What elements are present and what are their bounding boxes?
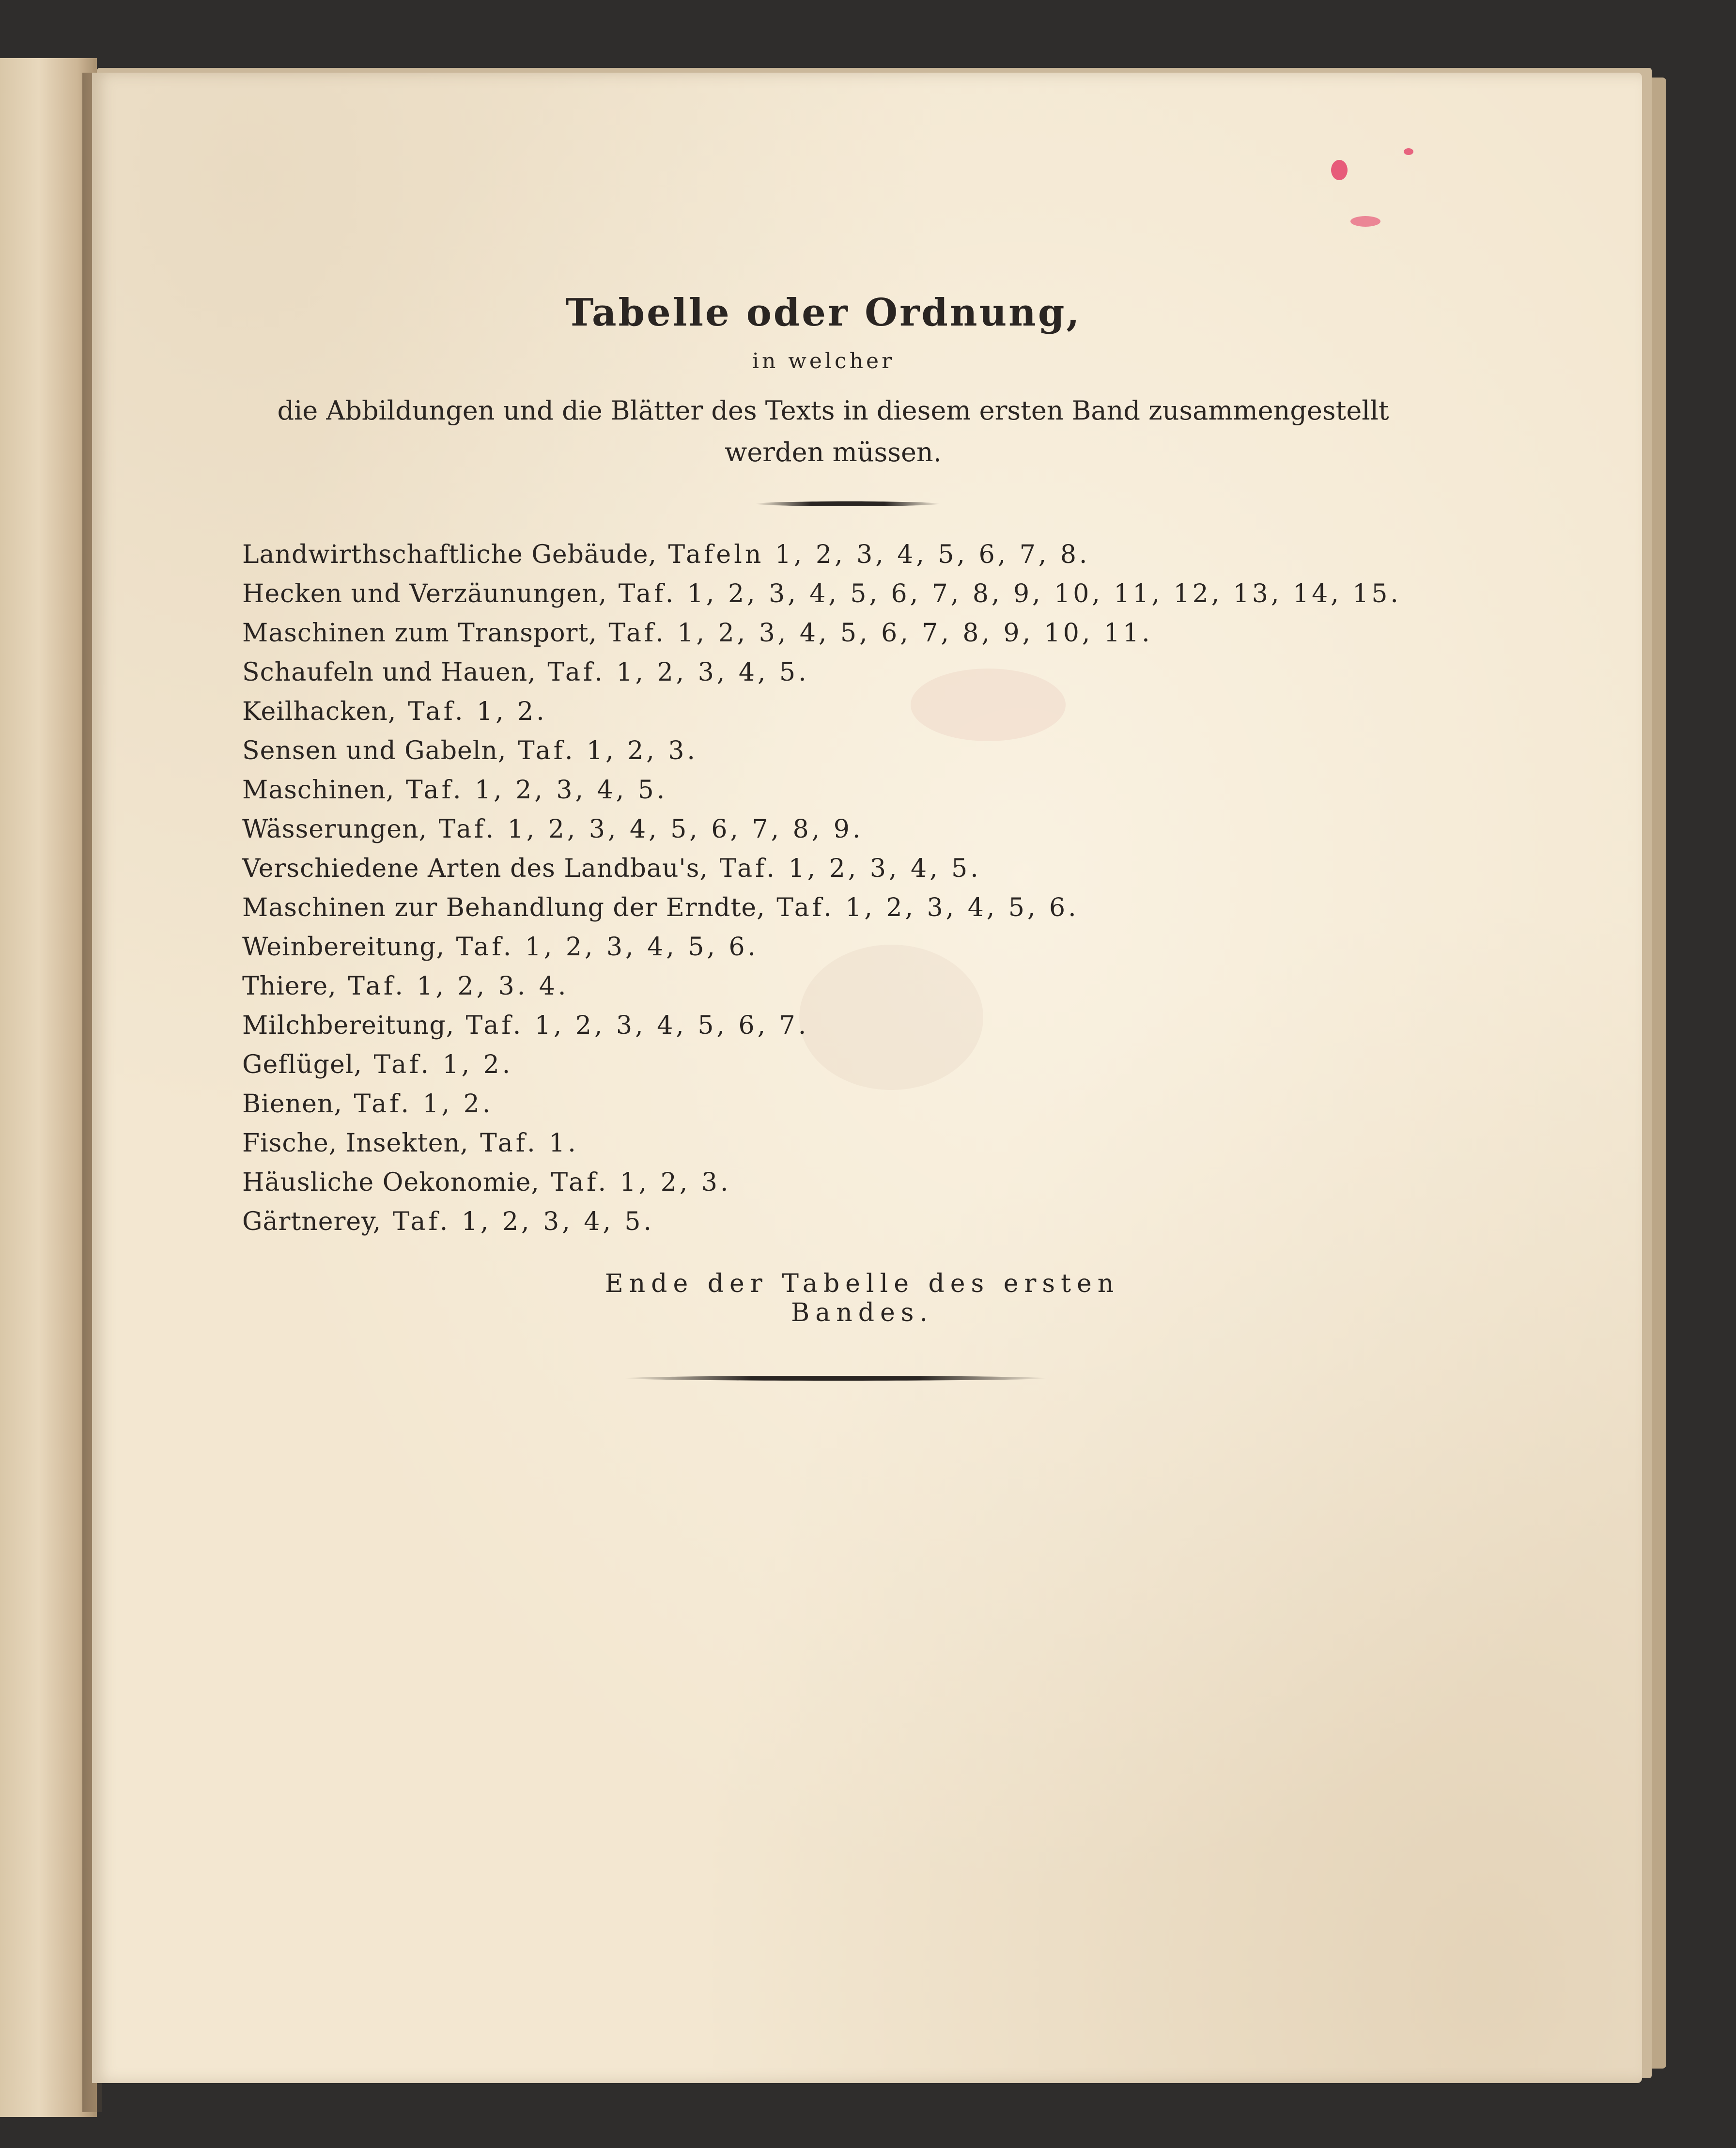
page-title: Tabelle oder Ordnung, (565, 291, 1082, 335)
entry-plates: Taf. 1, 2, 3. (517, 736, 698, 765)
entry-label: Milchbereitung, (242, 1011, 455, 1040)
list-item (242, 888, 1259, 928)
entry-label: Weinbereitung, (242, 933, 445, 962)
entry-label: Gärtnerey, (242, 1207, 382, 1236)
list-item (242, 928, 1259, 967)
list-item (242, 653, 1259, 692)
entry-plates: Taf. 1, 2. (354, 1090, 494, 1119)
entry-label: Bienen, (242, 1090, 342, 1119)
table-ending: Ende der Tabelle des ersten Bandes. (604, 1269, 1120, 1327)
entry-plates: Taf. 1, 2, 3, 4, 5. (392, 1207, 655, 1236)
subtitle-short: in welcher (752, 349, 895, 374)
entry-label: Wässerungen, (242, 815, 427, 844)
entry-plates: Taf. 1, 2. (407, 697, 547, 726)
entry-plates: Taf. 1, 2. (373, 1050, 513, 1079)
list-item (242, 1006, 1259, 1045)
list-item (242, 771, 1259, 810)
list-item (242, 535, 1259, 575)
entry-label: Geflügel, (242, 1050, 362, 1079)
entry-label: Landwirthschaftliche Gebäude, (242, 540, 657, 569)
list-item (242, 1124, 1259, 1163)
entry-label: Maschinen, (242, 776, 395, 805)
list-item (242, 1202, 1259, 1242)
entry-label: Verschiedene Arten des Landbau's, (242, 854, 708, 883)
list-item (242, 1085, 1259, 1124)
list-item (242, 614, 1259, 653)
list-item (242, 1045, 1259, 1085)
decorative-rule-bottom (625, 1376, 1046, 1381)
list-item (242, 967, 1259, 1006)
entry-label: Thiere, (242, 972, 337, 1001)
entry-label: Fische, Insekten, (242, 1129, 469, 1158)
entry-plates: Taf. 1, 2, 3, 4, 5, 6, 7. (465, 1011, 809, 1040)
entry-plates: Taf. 1, 2, 3, 4, 5. (719, 854, 981, 883)
entry-plates: Taf. 1, 2, 3, 4, 5, 6. (456, 933, 759, 962)
entry-label: Hecken und Verzäunungen, (242, 579, 607, 608)
list-item (242, 575, 1401, 614)
list-item (242, 849, 1259, 888)
plates-list (242, 535, 1401, 1242)
entry-plates: Tafeln 1, 2, 3, 4, 5, 6, 7, 8. (668, 540, 1090, 569)
list-item (242, 810, 1259, 849)
entry-label: Häusliche Oekonomie, (242, 1168, 540, 1197)
entry-label: Maschinen zum Transport, (242, 619, 597, 648)
subtitle-long: die Abbildungen und die Blätter des Texts in diesem ersten Band zusammengestellt werden müssen. (277, 395, 1389, 467)
entry-plates: Taf. 1, 2, 3, 4, 5. (547, 658, 809, 687)
entry-label: Schaufeln und Hauen, (242, 658, 536, 687)
list-item (242, 1163, 1259, 1202)
entry-plates: Taf. 1, 2, 3, 4, 5, 6. (776, 893, 1079, 922)
decorative-rule-top (756, 501, 940, 506)
entry-label: Sensen und Gabeln, (242, 736, 507, 765)
entry-plates: Taf. 1, 2, 3, 4, 5, 6, 7, 8, 9. (438, 815, 864, 844)
entry-plates: Taf. 1, 2, 3, 4, 5, 6, 7, 8, 9, 10, 11. (608, 619, 1153, 648)
entry-plates: Taf. 1, 2, 3. 4. (348, 972, 569, 1001)
entry-plates: Taf. 1, 2, 3, 4, 5. (406, 776, 668, 805)
list-item (242, 692, 1259, 732)
list-item (242, 732, 1259, 771)
entry-label: Keilhacken, (242, 697, 397, 726)
entry-plates: Taf. 1, 2, 3, 4, 5, 6, 7, 8, 9, 10, 11, 12, 13, 14, 15. (618, 579, 1401, 608)
entry-plates: Taf. 1, 2, 3. (551, 1168, 731, 1197)
entry-plates: Taf. 1. (480, 1129, 579, 1158)
entry-label: Maschinen zur Behandlung der Erndte, (242, 893, 765, 922)
